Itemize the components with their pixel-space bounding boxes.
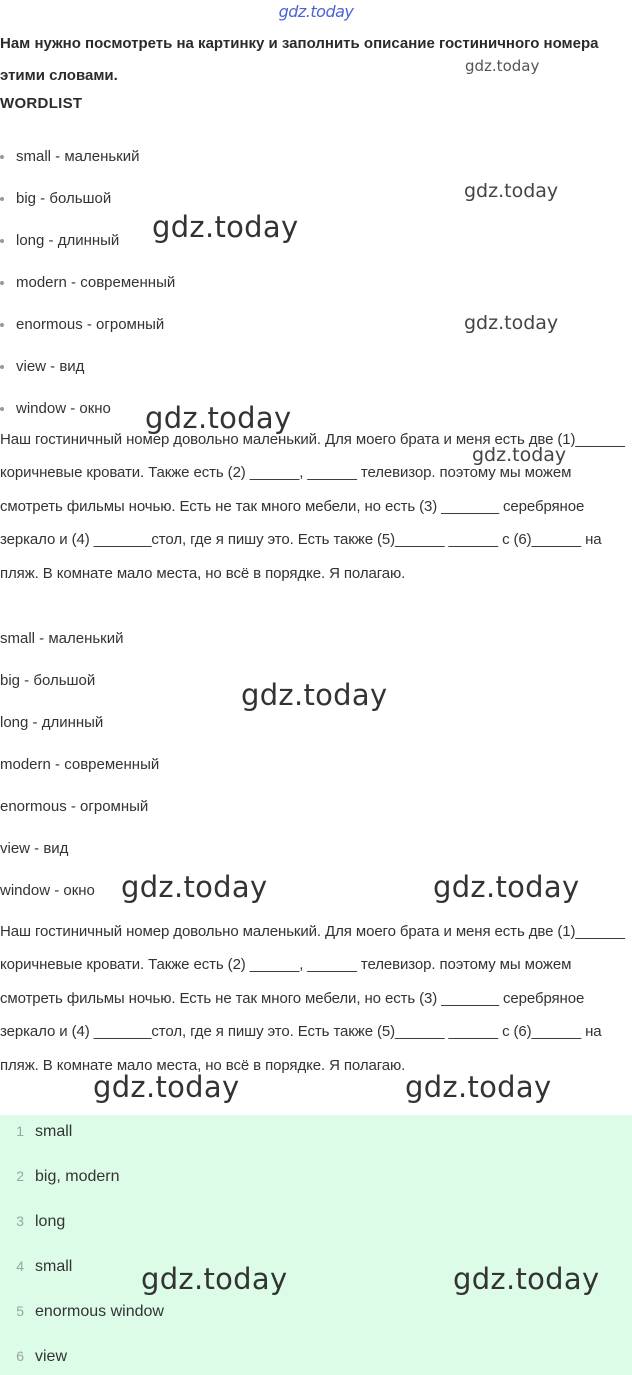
list-item: long - длинный: [0, 714, 104, 731]
answer-number: 6: [16, 1348, 24, 1364]
list-item: [16, 148, 140, 165]
list-item: [16, 358, 84, 375]
answer-item: [0, 1258, 72, 1276]
watermark: gdz.today: [152, 210, 299, 244]
watermark: gdz.today: [453, 1262, 600, 1296]
answer-text: big, modern: [35, 1168, 120, 1185]
list-item: [16, 274, 175, 291]
bullet-icon: [0, 155, 4, 159]
watermark: gdz.today: [121, 870, 268, 904]
answer-number: 4: [16, 1258, 24, 1274]
answer-number: 2: [16, 1168, 24, 1184]
watermark: gdz.today: [433, 870, 580, 904]
list-item: view - вид: [0, 840, 69, 857]
gap-fill-text: Наш гостиничный номер довольно маленький. Для моего брата и меня есть две (1)______ коричневые кровати. Также есть (2) ______, ______ телевизор. поэтому мы можем смотреть фильмы ночью. Есть не так много мебели, но есть (3) _______ серебряное зеркало и (4) _______стол, где я пишу это. Есть также (5)______ ______ с (6)______ на пляж. В комнате мало места, но всё в порядке. Я полагаю.: [0, 431, 625, 582]
bullet-icon: [0, 323, 4, 327]
answer-item: [0, 1168, 120, 1186]
answer-item: [0, 1303, 164, 1321]
gap-fill-text-repeat: Наш гостиничный номер довольно маленький. Для моего брата и меня есть две (1)______ коричневые кровати. Также есть (2) ______, ______ телевизор. поэтому мы можем смотреть фильмы ночью. Есть не так много мебели, но есть (3) _______ серебряное зеркало и (4) _______стол, где я пишу это. Есть также (5)______ ______ с (6)______ на пляж. В комнате мало места, но всё в порядке. Я полагаю.: [0, 923, 625, 1074]
list-item-text: long - длинный: [16, 232, 120, 249]
watermark: gdz.today: [241, 678, 388, 712]
list-item-text: view - вид: [16, 358, 85, 375]
answer-text: view: [35, 1348, 68, 1365]
bullet-icon: [0, 407, 4, 411]
list-item-text: window - окно: [16, 400, 111, 417]
answer-text: small: [35, 1123, 73, 1140]
bullet-icon: [0, 239, 4, 243]
answers-panel: [0, 1115, 632, 1375]
list-item-text: big - большой: [16, 190, 112, 207]
answer-text: long: [35, 1213, 66, 1230]
bullet-icon: [0, 281, 4, 285]
site-logo[interactable]: gdz.today: [278, 2, 354, 21]
list-item: [16, 232, 119, 249]
answer-text: enormous window: [35, 1303, 164, 1320]
watermark: gdz.today: [472, 444, 567, 466]
watermark: gdz.today: [465, 57, 540, 75]
list-item-text: enormous - огромный: [16, 316, 165, 333]
watermark: gdz.today: [141, 1262, 288, 1296]
list-item: [16, 316, 164, 333]
wordlist-heading: WORDLIST: [0, 95, 83, 112]
list-item: [16, 190, 111, 207]
bullet-icon: [0, 365, 4, 369]
watermark: gdz.today: [145, 401, 292, 435]
answer-item: [0, 1213, 65, 1231]
watermark: gdz.today: [405, 1070, 552, 1104]
answer-number: 5: [16, 1303, 24, 1319]
watermark: gdz.today: [464, 312, 559, 334]
answer-number: 1: [16, 1123, 24, 1139]
list-item-text: modern - современный: [16, 274, 176, 291]
list-item: window - окно: [0, 882, 95, 899]
watermark: gdz.today: [464, 180, 559, 202]
list-item: big - большой: [0, 672, 96, 689]
list-item: [16, 400, 111, 417]
answer-item: [0, 1123, 72, 1141]
list-item: enormous - огромный: [0, 798, 149, 815]
list-item: modern - современный: [0, 756, 160, 773]
list-item-text: small - маленький: [16, 148, 140, 165]
answer-item: [0, 1348, 67, 1366]
task-instructions: Нам нужно посмотреть на картинку и заполнить описание гостиничного номера этими словами.: [0, 35, 599, 84]
watermark: gdz.today: [93, 1070, 240, 1104]
list-item: small - маленький: [0, 630, 124, 647]
bullet-icon: [0, 197, 4, 201]
answer-text: small: [35, 1258, 73, 1275]
answer-number: 3: [16, 1213, 24, 1229]
